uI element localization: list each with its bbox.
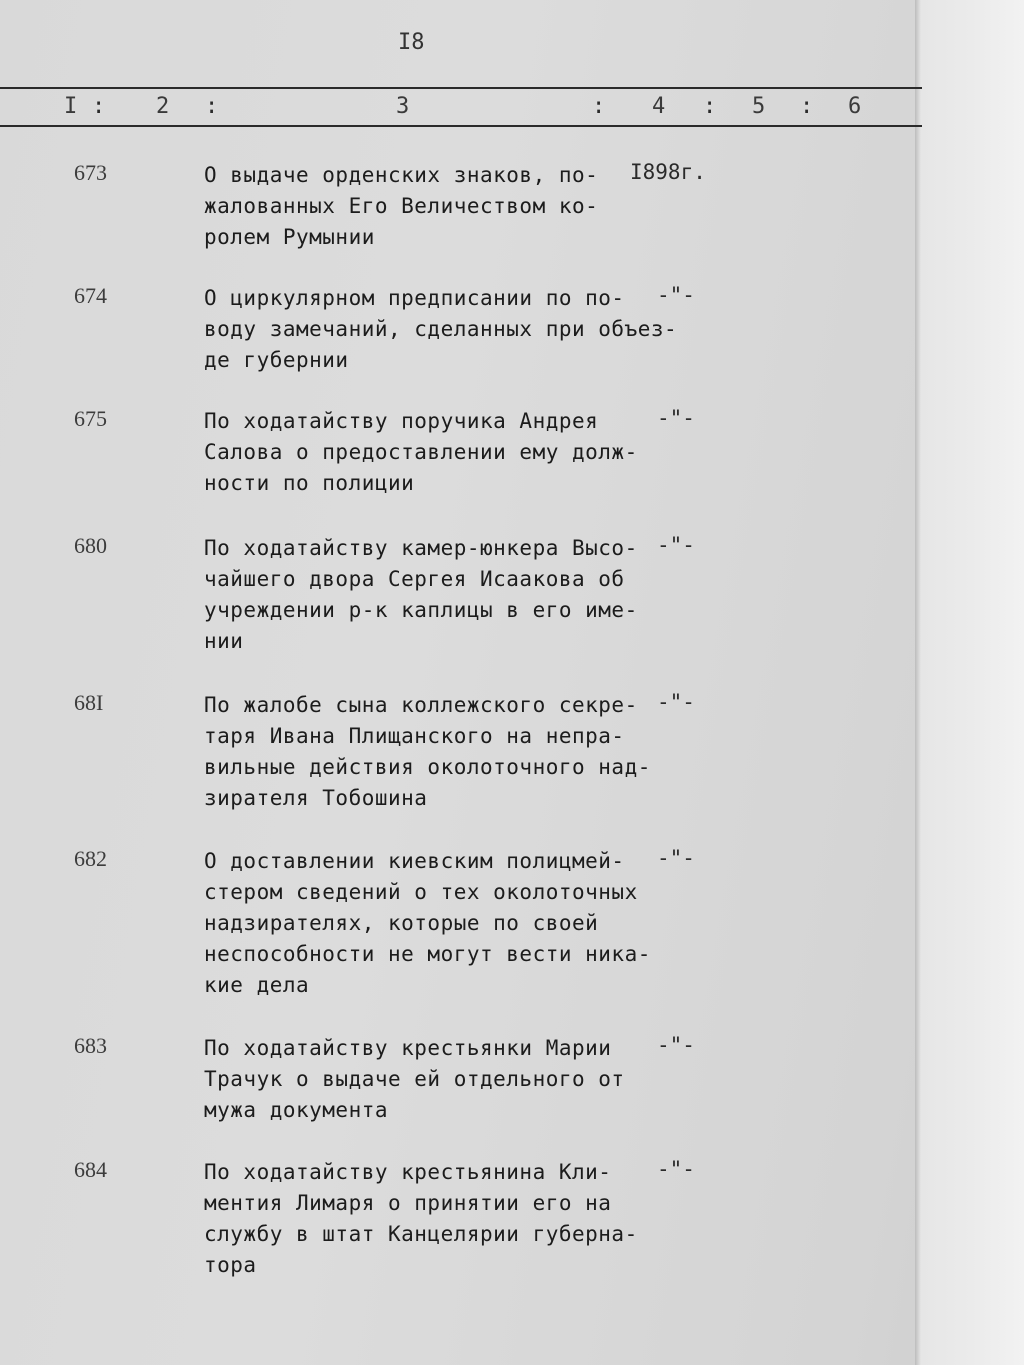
entry-title-line: учреждении р-к каплицы в его име-: [204, 598, 638, 622]
entry-title: [204, 846, 651, 1001]
entry-title-line: воду замечаний, сделанных при объез-: [204, 317, 678, 341]
header-rule-bottom: [0, 125, 922, 127]
paper-edge: [915, 0, 1024, 1365]
entry-title: [204, 406, 644, 499]
entry-date: -"-: [657, 283, 695, 307]
entry-title-line: зирателя Тобошина: [204, 786, 428, 810]
entry-number: 673: [74, 160, 107, 185]
entry-number: 683: [74, 1033, 107, 1058]
column-header-2: 2: [156, 94, 170, 119]
column-header-1: I: [64, 94, 78, 119]
entry-title-line: О выдаче орденских знаков, по-: [204, 163, 599, 187]
column-separator: :: [800, 94, 814, 119]
entry-title-line: вильные действия околоточного над-: [204, 755, 651, 779]
entry-title-line: ментия Лимаря о принятии его на: [204, 1191, 612, 1215]
page-number: I8: [398, 30, 425, 55]
entry-title-line: О циркулярном предписании по по-: [204, 286, 625, 310]
entry-title-line: стером сведений о тех околоточных: [204, 880, 638, 904]
entry-number: 674: [74, 283, 107, 308]
entry-title-line: жалованных Его Величеством ко-: [204, 194, 599, 218]
column-separator: :: [205, 94, 219, 119]
entry-title: [204, 1033, 644, 1126]
column-separator: :: [92, 94, 106, 119]
entry-title-line: По ходатайству крестьянина Кли-: [204, 1160, 612, 1184]
entry-title-line: службу в штат Канцелярии губерна-: [204, 1222, 638, 1246]
header-rule-top: [0, 87, 922, 89]
entry-title: [204, 1157, 644, 1281]
entry-title-line: ности по полиции: [204, 471, 415, 495]
entry-title-line: По ходатайству крестьянки Марии: [204, 1036, 612, 1060]
column-header-4: 4: [652, 94, 666, 119]
entry-title-line: мужа документа: [204, 1098, 389, 1122]
entry-title-line: По жалобе сына коллежского секре-: [204, 693, 638, 717]
entry-title-line: таря Ивана Плищанского на непра-: [204, 724, 625, 748]
entry-number: 682: [74, 846, 107, 871]
column-header-6: 6: [848, 94, 862, 119]
column-separator: :: [703, 94, 717, 119]
entry-date: -"-: [657, 1157, 695, 1181]
entry-title-line: нии: [204, 629, 244, 653]
entry-title-line: чайшего двора Сергея Исаакова об: [204, 567, 625, 591]
entry-title-line: О доставлении киевским полицмей-: [204, 849, 625, 873]
column-header-3: 3: [396, 94, 410, 119]
entry-title: [204, 160, 644, 253]
entry-title-line: кие дела: [204, 973, 310, 997]
entry-title-line: Салова о предоставлении ему долж-: [204, 440, 638, 464]
entry-title-line: де губернии: [204, 348, 349, 372]
entry-title-line: По ходатайству камер-юнкера Высо-: [204, 536, 638, 560]
column-header-5: 5: [752, 94, 766, 119]
entry-date: -"-: [657, 533, 695, 557]
entry-date: -"-: [657, 1033, 695, 1057]
entry-title-line: Трачук о выдаче ей отдельного от: [204, 1067, 625, 1091]
entry-title-line: ролем Румынии: [204, 225, 375, 249]
entry-title-line: По ходатайству поручика Андрея: [204, 409, 599, 433]
entry-date: -"-: [657, 406, 695, 430]
entry-title: [204, 283, 678, 376]
entry-date: -"-: [657, 846, 695, 870]
entry-title: [204, 690, 651, 814]
entry-title-line: надзирателях, которые по своей: [204, 911, 599, 935]
entry-date: -"-: [657, 690, 695, 714]
entry-title: [204, 533, 644, 657]
entry-number: 68I: [74, 690, 104, 715]
entry-number: 680: [74, 533, 107, 558]
entry-number: 675: [74, 406, 107, 431]
entry-title-line: неспособности не могут вести ника-: [204, 942, 651, 966]
entry-number: 684: [74, 1157, 107, 1182]
entry-title-line: тора: [204, 1253, 257, 1277]
column-separator: :: [592, 94, 606, 119]
entry-date: I898г.: [630, 160, 706, 184]
